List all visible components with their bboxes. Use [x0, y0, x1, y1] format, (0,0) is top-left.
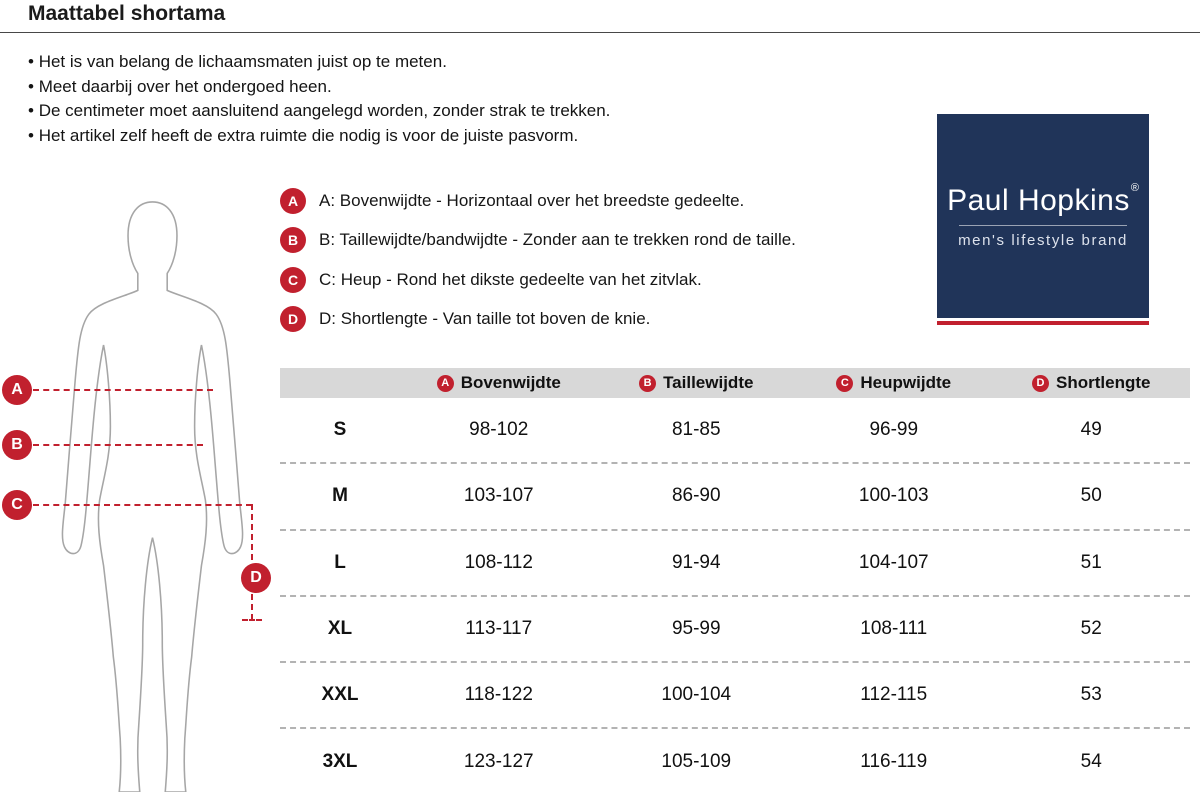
- header-label: Heupwijdte: [860, 373, 952, 392]
- brand-name-line: [947, 184, 1139, 218]
- note-item: • Het is van belang de lichaamsmaten juist op te meten.: [28, 50, 610, 75]
- figure-marker-a: A: [2, 375, 32, 405]
- legend-text: C: Heup - Rond het dikste gedeelte van het zitvlak.: [319, 269, 702, 289]
- cell-value: 116-119: [860, 750, 928, 772]
- table-header-row: [280, 368, 1190, 398]
- cell-value: 123-127: [463, 750, 534, 772]
- figure-marker-c: C: [2, 490, 32, 520]
- table-row: [280, 531, 1190, 597]
- cell-value: 108-112: [464, 551, 533, 573]
- brand-name: Paul Hopkins: [947, 183, 1130, 217]
- brand-logo: [937, 114, 1149, 318]
- marker-b-icon: B: [639, 375, 656, 392]
- header-heupwijdte: [795, 373, 993, 393]
- title-divider: [0, 32, 1200, 33]
- size-table: [280, 368, 1190, 792]
- cell-value: 105-109: [661, 750, 732, 772]
- brand-red-bar: [937, 321, 1149, 325]
- cell-value: 51: [1080, 551, 1102, 573]
- cell-value: 118-122: [464, 684, 533, 706]
- legend-text: A: Bovenwijdte - Horizontaal over het breedste gedeelte.: [319, 191, 745, 210]
- header-bovenwijdte: [400, 373, 598, 393]
- size-label: S: [333, 419, 347, 441]
- size-label: M: [332, 485, 348, 507]
- legend-item: [280, 267, 796, 293]
- measurement-legend: [280, 188, 796, 346]
- cell-value: 104-107: [858, 551, 929, 573]
- marker-a-icon: A: [437, 375, 454, 392]
- table-row: [280, 597, 1190, 663]
- legend-text: D: Shortlengte - Van taille tot boven de knie.: [319, 309, 651, 329]
- legend-text: B: Taillewijdte/bandwijdte - Zonder aan te trekken rond de taille.: [319, 230, 796, 250]
- cell-value: 91-94: [671, 551, 721, 573]
- marker-d-icon: D: [1032, 375, 1049, 392]
- cell-value: 96-99: [869, 419, 919, 441]
- registered-mark: ®: [1130, 182, 1139, 195]
- header-taillewijdte: [598, 373, 796, 393]
- cell-value: 53: [1080, 684, 1102, 706]
- cell-value: 113-117: [465, 618, 533, 640]
- legend-item: [280, 227, 796, 253]
- legend-badge-a: A: [280, 188, 306, 214]
- table-row: [280, 729, 1190, 792]
- brand-tagline: men's lifestyle brand: [958, 231, 1128, 249]
- cell-value: 95-99: [671, 618, 721, 640]
- measure-line-a: [33, 389, 213, 391]
- legend-badge-b: B: [280, 227, 306, 253]
- header-label: Shortlengte: [1056, 373, 1151, 392]
- figure-marker-d: D: [241, 563, 271, 593]
- measure-line-c: [33, 504, 252, 506]
- legend-badge-d: D: [280, 306, 306, 332]
- cell-value: 81-85: [671, 419, 721, 441]
- header-shortlengte: [993, 373, 1191, 393]
- header-label: Taillewijdte: [663, 373, 754, 392]
- cell-value: 52: [1080, 618, 1102, 640]
- header-label: Bovenwijdte: [460, 373, 561, 392]
- marker-c-icon: C: [836, 375, 853, 392]
- note-item: • Het artikel zelf heeft de extra ruimte die nodig is voor de juiste pasvorm.: [28, 124, 610, 149]
- table-row: [280, 663, 1190, 729]
- measure-line-d: [251, 504, 253, 620]
- body-silhouette: [35, 196, 270, 792]
- cell-value: 86-90: [671, 485, 721, 507]
- legend-item: [280, 306, 796, 332]
- cell-value: 54: [1080, 750, 1102, 772]
- size-label: XL: [327, 618, 353, 640]
- cell-value: 103-107: [463, 485, 534, 507]
- table-row: [280, 398, 1190, 464]
- cell-value: 98-102: [469, 419, 529, 441]
- cell-value: 100-104: [661, 684, 732, 706]
- size-label: 3XL: [322, 750, 358, 772]
- size-label: L: [334, 551, 346, 573]
- measuring-notes: [28, 50, 610, 148]
- page-title: Maattabel shortama: [28, 2, 226, 25]
- cell-value: 49: [1080, 419, 1102, 441]
- cell-value: 112-115: [860, 684, 928, 706]
- cell-value: 50: [1080, 485, 1102, 507]
- measure-line-d-tick: [242, 619, 262, 621]
- table-row: [280, 464, 1190, 530]
- cell-value: 108-111: [860, 618, 928, 640]
- note-item: • Meet daarbij over het ondergoed heen.: [28, 75, 610, 100]
- note-item: • De centimeter moet aansluitend aangelegd worden, zonder strak te trekken.: [28, 99, 610, 124]
- legend-badge-c: C: [280, 267, 306, 293]
- figure-marker-b: B: [2, 430, 32, 460]
- measure-line-b: [33, 444, 203, 446]
- size-label: XXL: [321, 684, 359, 706]
- cell-value: 100-103: [858, 485, 929, 507]
- legend-item: [280, 188, 796, 214]
- brand-divider: [959, 225, 1127, 226]
